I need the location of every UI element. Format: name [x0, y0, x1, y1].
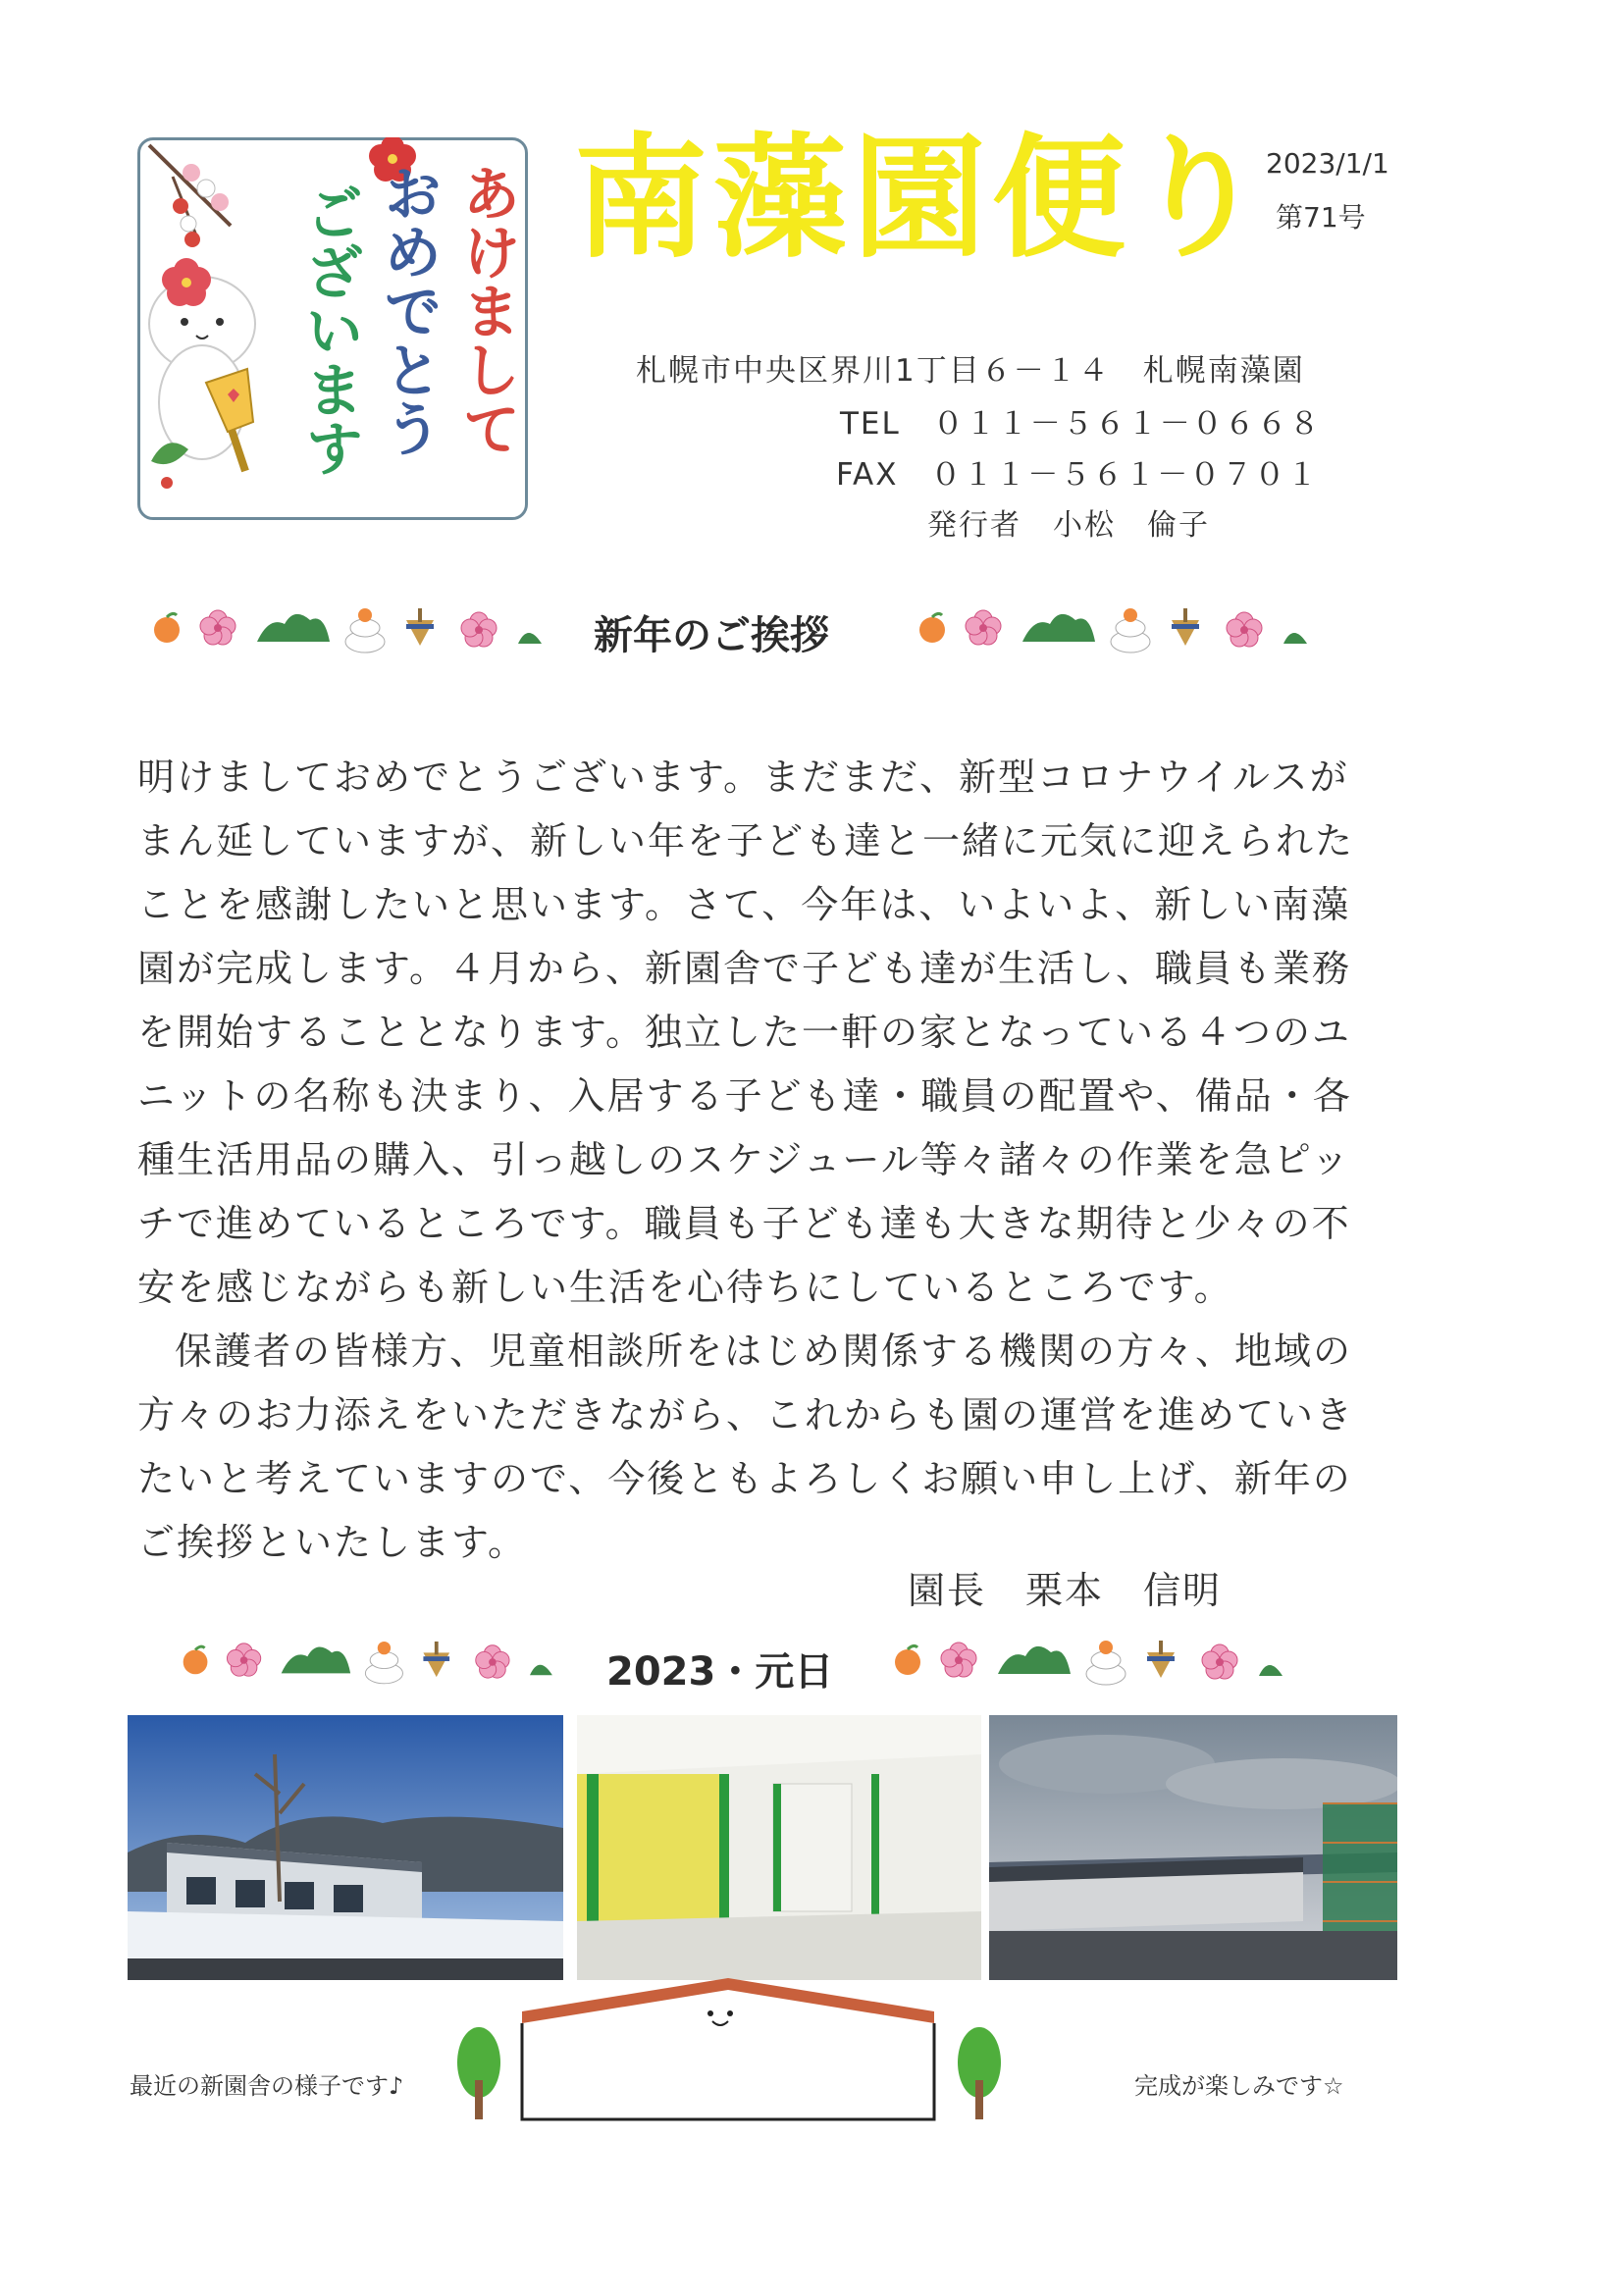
photo-section-title: 2023・元日: [606, 1649, 834, 1695]
spinning-top-icon: [406, 608, 434, 646]
smiley-face-icon: [707, 2010, 733, 2025]
house-illustration: [444, 1972, 1013, 2129]
photo-building-exterior: [128, 1715, 563, 1980]
address: 札幌市中央区界川1丁目６－１４ 札幌南藻園: [636, 353, 1305, 389]
plum-blossom-icon: [1227, 612, 1262, 647]
greeting-section-title: 新年のご挨拶: [594, 613, 829, 658]
pine-icon: [998, 1646, 1071, 1674]
new-year-illustration: [137, 137, 528, 520]
new-year-ornament-right: [913, 600, 1325, 655]
plum-blossom-icon: [461, 612, 497, 647]
tree-icon-left: [457, 2027, 500, 2119]
spinning-top-icon: [423, 1642, 449, 1677]
newsletter-title: 南藻園便り: [574, 122, 1271, 277]
kagami-mochi-icon: [1086, 1641, 1126, 1685]
pine-small-icon: [1283, 633, 1307, 644]
pine-small-icon: [530, 1665, 552, 1675]
mandarin-icon: [895, 1645, 920, 1675]
mandarin-icon: [154, 613, 180, 643]
plum-blossom-icon: [966, 610, 1001, 645]
kagami-mochi-icon: [365, 1642, 402, 1684]
greeting-body: [137, 746, 1386, 1575]
new-year-ornament-left: [147, 600, 559, 655]
photo-interior: [577, 1715, 981, 1980]
photo-construction-site: [989, 1715, 1397, 1980]
greeting-col-1: あけまして: [452, 163, 521, 457]
photo-ornament-right: [888, 1633, 1300, 1688]
greeting-col-3: ございます: [295, 183, 364, 477]
kagami-mochi-icon: [345, 608, 385, 652]
greeting-col-2: おめでとう: [374, 163, 443, 457]
pine-small-icon: [518, 633, 542, 644]
publisher: 発行者 小松 倫子: [927, 508, 1210, 543]
plum-blossom-icon: [476, 1645, 509, 1678]
kagami-mochi-icon: [1111, 608, 1150, 652]
pine-icon: [282, 1647, 350, 1674]
plum-blossom-icon: [941, 1643, 976, 1677]
tree-icon-right: [958, 2027, 1001, 2119]
pine-small-icon: [1259, 1665, 1283, 1676]
pine-icon: [1022, 614, 1095, 642]
caption-left: 最近の新園舎の様子です♪: [130, 2072, 404, 2100]
spinning-top-icon: [1172, 608, 1199, 646]
greeting-paragraph-1: 明けましておめでとうございます。まだまだ、新型コロナウイルスがまん延していますが、新しい年を子ども達と一緒に元気に迎えられたことを感謝したいと思います。さて、今年は、いよいよ、新しい南藻園が完成します。４月から、新園舎で子ども達が生活し、職員も業務を開始することとなります。独立した一軒の家となっている４つのユニットの名称も決まり、入居する子ども達・職員の配置や、備品・各種生活用品の購入、引っ越しのスケジュール等々諸々の作業を急ピッチで進めているところです。職員も子ども達も大きな期待と少々の不安を感じながらも新しい生活を心待ちにしているところです。: [137, 756, 1355, 1309]
photo-ornament-left: [177, 1633, 569, 1688]
spinning-top-icon: [1147, 1641, 1175, 1678]
issue-date: 2023/1/1: [1266, 147, 1389, 180]
pine-icon: [257, 614, 330, 642]
fax: FAX ０１１－５６１－０７０１: [836, 457, 1320, 493]
caption-right: 完成が楽しみです☆: [1134, 2072, 1344, 2100]
mandarin-icon: [183, 1646, 208, 1674]
telephone: TEL ０１１－５６１－０６６８: [840, 406, 1322, 442]
mandarin-icon: [919, 613, 945, 643]
greeting-paragraph-2: 保護者の皆様方、児童相談所をはじめ関係する機関の方々、地域の方々のお力添えをいただきながら、これからも園の運営を進めていきたいと考えていますので、今後ともよろしくお願い申し上げ、新年のご挨拶といたします。: [137, 1330, 1355, 1564]
issue-number: 第71号: [1276, 201, 1366, 234]
plum-blossom-icon: [200, 610, 236, 645]
plum-blossom-icon: [1202, 1644, 1237, 1679]
plum-blossom-icon: [227, 1644, 260, 1676]
principal-signature: 園長 栗本 信明: [908, 1569, 1223, 1612]
